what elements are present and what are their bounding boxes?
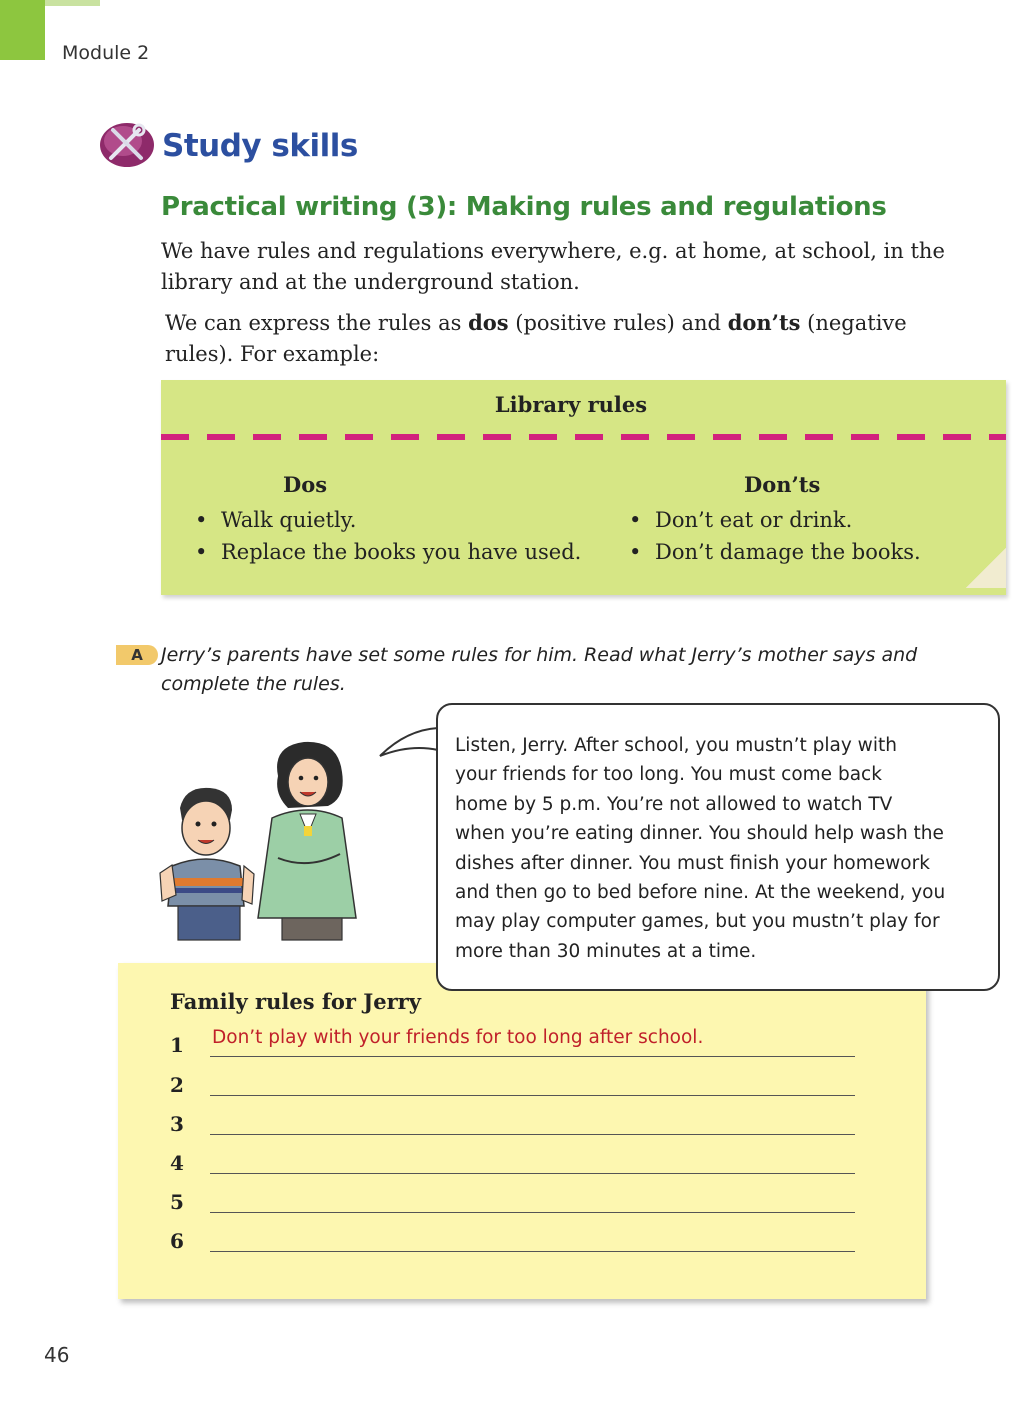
answer-line-1[interactable] (210, 1056, 855, 1057)
jerry-and-mother-illustration (150, 738, 380, 943)
family-rules-panel (118, 963, 926, 1299)
module-label: Module 2 (62, 42, 150, 64)
speech-line: more than 30 minutes at a time. (455, 940, 757, 962)
rule-number: 4 (170, 1151, 184, 1175)
speech-line: your friends for too long. You must come back (455, 764, 882, 786)
dos-item: • Walk quietly. (195, 508, 356, 532)
boy-figure (160, 788, 254, 940)
rule-number: 3 (170, 1112, 184, 1136)
speech-line: and then go to bed before nine. At the weekend, you (455, 882, 946, 904)
answer-line-3[interactable] (210, 1134, 855, 1135)
library-rules-panel (161, 380, 1006, 595)
module-corner-strip (45, 0, 100, 6)
dos-donts-paragraph: We can express the rules as dos (positive rules) and don’ts (negative rules). For example: (165, 310, 907, 366)
answer-line-2[interactable] (210, 1095, 855, 1096)
speech-line: when you’re eating dinner. You should help wash the (455, 823, 944, 845)
rule-number: 5 (170, 1190, 184, 1214)
donts-heading: Don’ts (744, 472, 821, 497)
speech-bubble-tail (376, 726, 440, 766)
rule-answer: Don’t play with your friends for too long after school. (212, 1027, 704, 1048)
answer-line-4[interactable] (210, 1173, 855, 1174)
answer-line-5[interactable] (210, 1212, 855, 1213)
rule-number: 1 (170, 1033, 184, 1057)
intro-paragraph: We have rules and regulations everywhere, e.g. at home, at school, in the library and at the underground station. (161, 239, 945, 294)
speech-bubble (436, 703, 1000, 991)
activity-a-instruction: Jerry’s parents have set some rules for him. Read what Jerry’s mother says and complete the rules. (161, 644, 918, 695)
page-number: 46 (44, 1343, 70, 1367)
speech-line: home by 5 p.m. You’re not allowed to watch TV (455, 793, 893, 815)
speech-line: dishes after dinner. You must finish your homework (455, 852, 930, 874)
speech-line: Listen, Jerry. After school, you mustn’t play with (455, 735, 897, 756)
dashed-divider (161, 434, 1006, 440)
donts-item: • Don’t eat or drink. (629, 508, 852, 532)
module-corner-tab (0, 0, 45, 60)
page-curl (966, 548, 1006, 588)
library-rules-title: Library rules (494, 392, 648, 417)
answer-line-6[interactable] (210, 1251, 855, 1252)
dos-heading: Dos (283, 472, 328, 497)
donts-item: • Don’t damage the books. (629, 540, 921, 564)
family-rules-title: Family rules for Jerry (170, 989, 421, 1014)
rule-number: 2 (170, 1073, 184, 1097)
activity-a-badge: A (116, 645, 158, 665)
mother-figure (258, 742, 356, 940)
section-title: Practical writing (3): Making rules and regulations (161, 192, 887, 222)
dos-item: • Replace the books you have used. (195, 540, 581, 564)
tools-icon (99, 120, 155, 168)
rule-number: 6 (170, 1229, 184, 1253)
speech-line: may play computer games, but you mustn’t play for (455, 911, 940, 933)
study-skills-title: Study skills (162, 128, 358, 164)
